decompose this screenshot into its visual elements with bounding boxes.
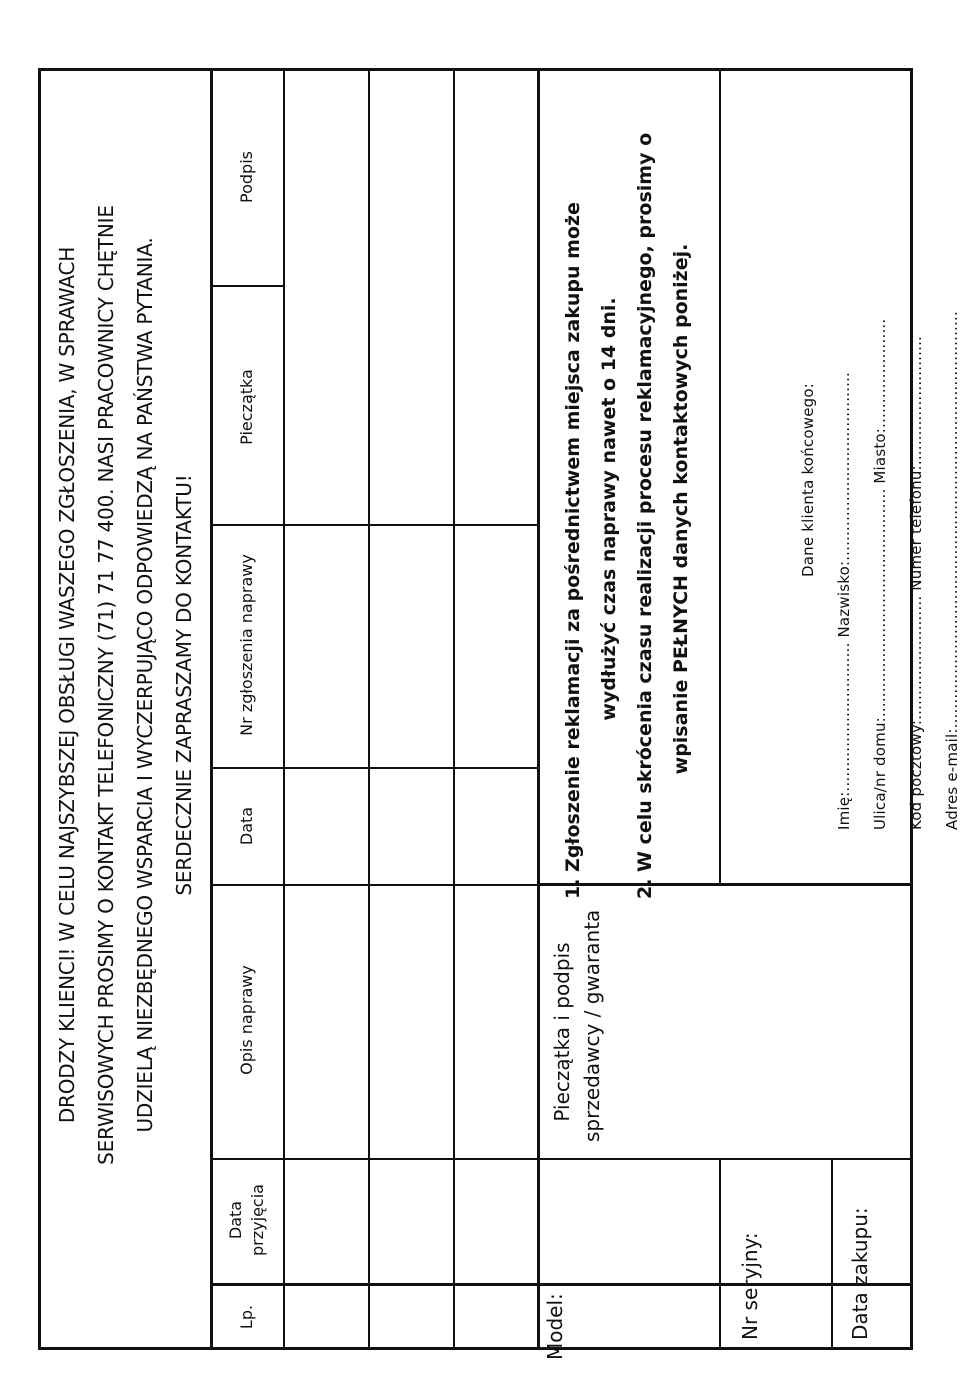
customer-email-field[interactable]: Adres e-mail:.................................................................................... [943, 311, 961, 830]
col-header-opis: Opis naprawy [237, 965, 256, 1075]
header-line-1: DRODZY KLIENCI! W CELU NAJSZYBSZEJ OBSŁUGI WASZEGO ZGŁOSZENIA, W SPRAWACH [55, 246, 79, 1124]
seller-stamp-label: Pieczątka i podpis sprzedawcy / gwaranta [550, 909, 604, 1142]
line-model-box [537, 1158, 913, 1160]
col-header-data: Data [237, 806, 256, 846]
customer-data [790, 130, 961, 830]
divider-notes-customer [719, 68, 721, 883]
col-header-lp: Lp. [237, 1304, 256, 1330]
col-header-data-przyjecia: Data przyjęcia [226, 1184, 267, 1256]
table-row[interactable] [456, 71, 536, 1350]
model-label: Model: [543, 1293, 567, 1360]
customer-address-field[interactable]: Ulica/nr domu:.............................................. Miasto:...................... [871, 318, 889, 830]
table-row[interactable] [371, 71, 451, 1350]
customer-title: Dane klienta końcowego: [799, 383, 817, 577]
customer-name-field[interactable]: Imię:.............................. Nazwisko:...................................... [835, 371, 853, 830]
header-line-2: SERWISOWYCH PROSIMY O KONTAKT TELEFONICZNY (71) 71 77 400. NASI PRACOWNICY CHĘTNIE [94, 205, 118, 1165]
note-1b: wydłużyć czas naprawy nawet o 14 dni. [598, 297, 620, 721]
col-header-nr-zgloszenia: Nr zgłoszenia naprawy [237, 554, 256, 736]
note-2a: 2. W celu skrócenia czasu realizacji procesu reklamacyjnego, prosimy o [634, 132, 656, 899]
col-header-podpis: Podpis [237, 151, 256, 203]
line-pieczatka [210, 285, 285, 287]
divider-model-serial [719, 1158, 721, 1350]
note-2b: wpisanie PEŁNYCH danych kontaktowych poniżej. [670, 243, 692, 775]
note-1a: 1. Zgłoszenie reklamacji za pośrednictwem miejsca zakupu może [562, 202, 584, 899]
table-row[interactable] [286, 71, 366, 1350]
header-line-4: SERDECZNIE ZAPRASZAMY DO KONTAKTU! [172, 474, 196, 896]
divider-serial-date [831, 1158, 833, 1350]
serial-label: Nr seryjny: [738, 1232, 762, 1340]
complaint-notes [555, 119, 705, 899]
col-header-pieczatka: Pieczątka [237, 369, 256, 445]
customer-phone-field[interactable]: Kod pocztowy:......................... Numer telefonu:.......................... [907, 335, 925, 830]
header-notice [48, 45, 208, 1325]
purchase-date-label: Data zakupu: [848, 1207, 872, 1340]
header-line-3: UDZIELĄ NIEZBĘDNEGO WSPARCIA I WYCZERPUJĄCO ODPOWIEDZĄ NA PAŃSTWA PYTANIA. [133, 237, 157, 1133]
